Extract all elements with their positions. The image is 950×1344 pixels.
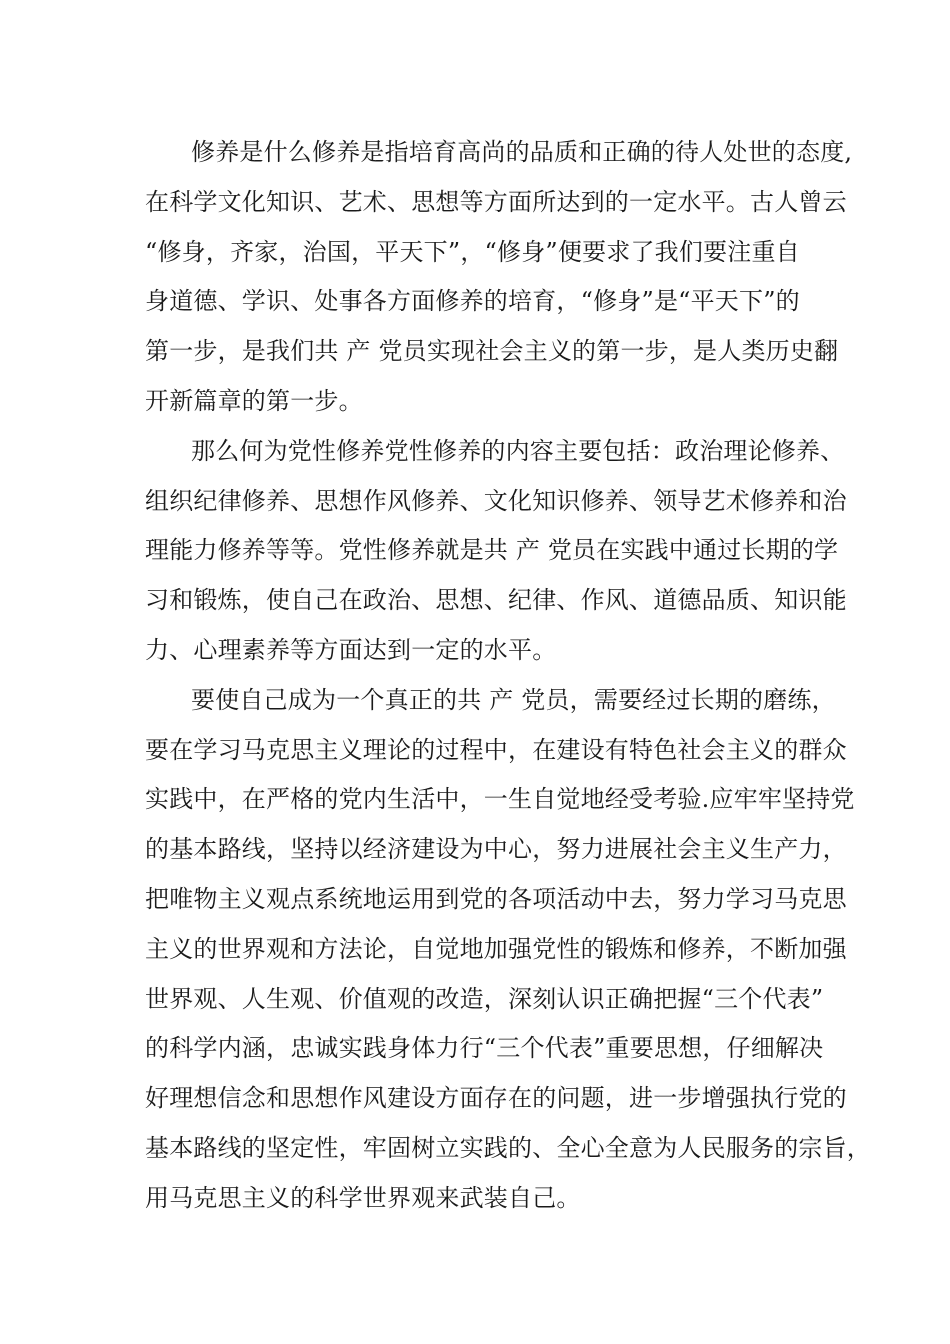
paragraph-1 <box>145 128 853 427</box>
text-line: 力、心理素养等方面达到一定的水平。 <box>145 635 557 664</box>
text-line: 组织纪律修养、思想作风修养、文化知识修养、领导艺术修养和治 <box>145 486 847 515</box>
text-line: 的科学内涵，忠诚实践身体力行“三个代表”重要思想，仔细解决 <box>145 1034 824 1063</box>
text-line: 基本路线的坚定性，牢固树立实践的、全心全意为人民服务的宗旨， <box>145 1133 871 1162</box>
text-line: 第一步，是我们共 产 党员实现社会主义的第一步，是人类历史翻 <box>145 337 839 366</box>
text-line: 用马克思主义的科学世界观来武装自己。 <box>145 1183 581 1212</box>
document-body <box>145 128 871 1224</box>
text-line: 在科学文化知识、艺术、思想等方面所达到的一定水平。古人曾云 <box>145 187 847 216</box>
text-line: “修身，齐家，治国，平天下”，“修身”便要求了我们要注重自 <box>145 237 800 266</box>
paragraph-2 <box>145 427 847 676</box>
text-line: 世界观、人生观、价值观的改造，深刻认识正确把握“三个代表” <box>145 984 824 1013</box>
text-line: 习和锻炼，使自己在政治、思想、纪律、作风、道德品质、知识能 <box>145 586 847 615</box>
text-line: 开新篇章的第一步。 <box>145 386 363 415</box>
text-line: 身道德、学识、处事各方面修养的培育，“修身”是“平天下”的 <box>145 287 800 316</box>
text-line: 修养是什么修养是指培育高尚的品质和正确的待人处世的态度, <box>191 138 853 166</box>
text-line: 好理想信念和思想作风建设方面存在的问题，进一步增强执行党的 <box>145 1084 847 1113</box>
text-line: 要使自己成为一个真正的共 产 党员，需要经过长期的磨练， <box>191 685 836 714</box>
text-line: 那么何为党性修养党性修养的内容主要包括：政治理论修养、 <box>191 436 845 465</box>
text-line: 的基本路线，坚持以经济建设为中心，努力进展社会主义生产力， <box>145 835 847 864</box>
text-line: 要在学习马克思主义理论的过程中，在建设有特色社会主义的群众 <box>145 735 847 764</box>
paragraph-3 <box>145 676 871 1224</box>
text-line: 主义的世界观和方法论，自觉地加强党性的锻炼和修养，不断加强 <box>145 934 847 963</box>
text-line: 实践中，在严格的党内生活中，一生自觉地经受考验.应牢牢坚持党 <box>145 785 855 814</box>
text-line: 把唯物主义观点系统地运用到党的各项活动中去，努力学习马克思 <box>145 884 847 913</box>
text-line: 理能力修养等等。党性修养就是共 产 党员在实践中通过长期的学 <box>145 536 839 565</box>
